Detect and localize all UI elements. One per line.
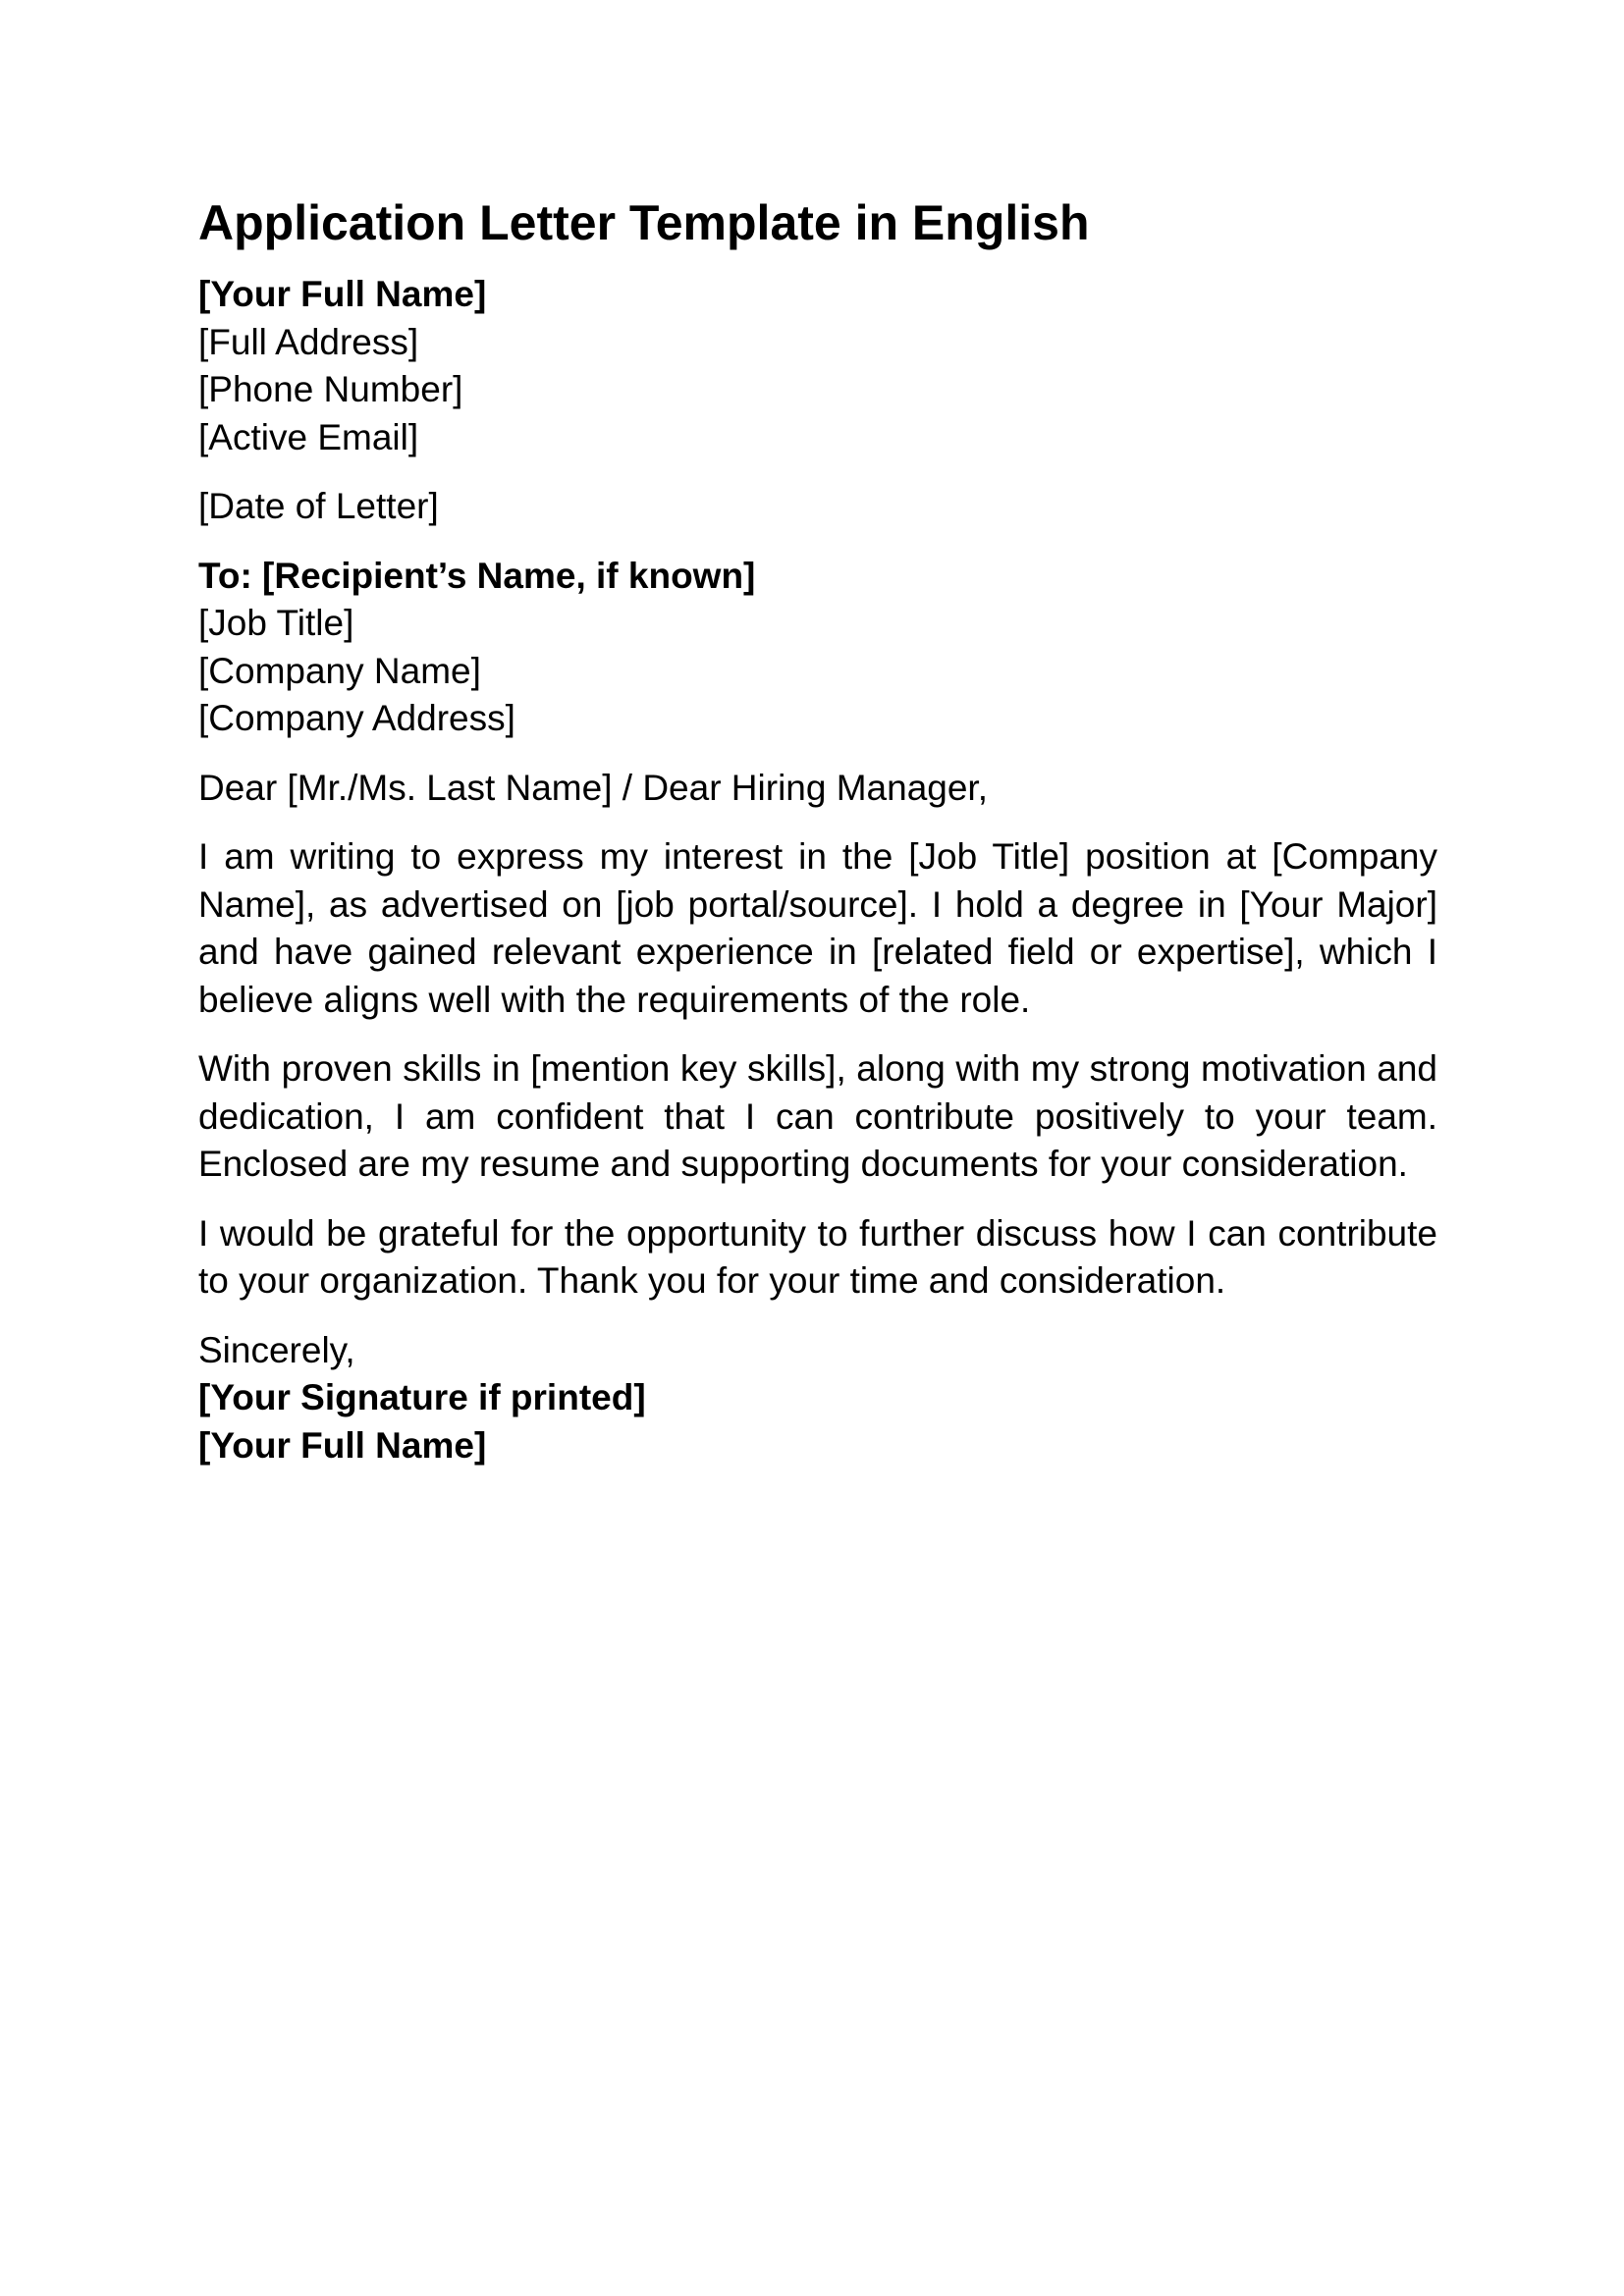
letter-page xyxy=(198,192,1437,1469)
recipient-to-line: To: [Recipient’s Name, if known] xyxy=(198,555,756,596)
salutation: Dear [Mr./Ms. Last Name] / Dear Hiring Manager, xyxy=(198,767,988,808)
letter-date: [Date of Letter] xyxy=(198,486,439,526)
recipient-job-title: [Job Title] xyxy=(198,603,354,643)
salutation-block xyxy=(198,765,1437,813)
closing-block xyxy=(198,1327,1437,1470)
sender-block xyxy=(198,271,1437,461)
body-paragraph: I am writing to express my interest in the [Job Title] position at [Company Name], as advertised on [job portal/source]. I hold a degree in [Your Major] and have gained relevant experience in [related field or expertise], which I believe aligns well with the requirements of the role. xyxy=(198,836,1437,1020)
sender-phone: [Phone Number] xyxy=(198,369,463,409)
body-paragraph: I would be grateful for the opportunity to further discuss how I can contribute to your organization. Thank you for your time and consideration. xyxy=(198,1212,1437,1301)
body-paragraph: With proven skills in [mention key skills], along with my strong motivation and dedication, I am confident that I can contribute positively to your team. Enclosed are my resume and supporting documents for your consideration. xyxy=(198,1048,1437,1184)
recipient-company-address: [Company Address] xyxy=(198,698,515,738)
sender-address: [Full Address] xyxy=(198,321,419,362)
recipient-block xyxy=(198,553,1437,743)
closing-name: [Your Full Name] xyxy=(198,1424,487,1466)
valediction: Sincerely, xyxy=(198,1329,355,1370)
date-block xyxy=(198,483,1437,531)
signature-placeholder: [Your Signature if printed] xyxy=(198,1377,646,1417)
sender-email: [Active Email] xyxy=(198,416,419,457)
recipient-company-name: [Company Name] xyxy=(198,650,481,691)
sender-name: [Your Full Name] xyxy=(198,274,487,314)
document-title: Application Letter Template in English xyxy=(198,195,1090,250)
